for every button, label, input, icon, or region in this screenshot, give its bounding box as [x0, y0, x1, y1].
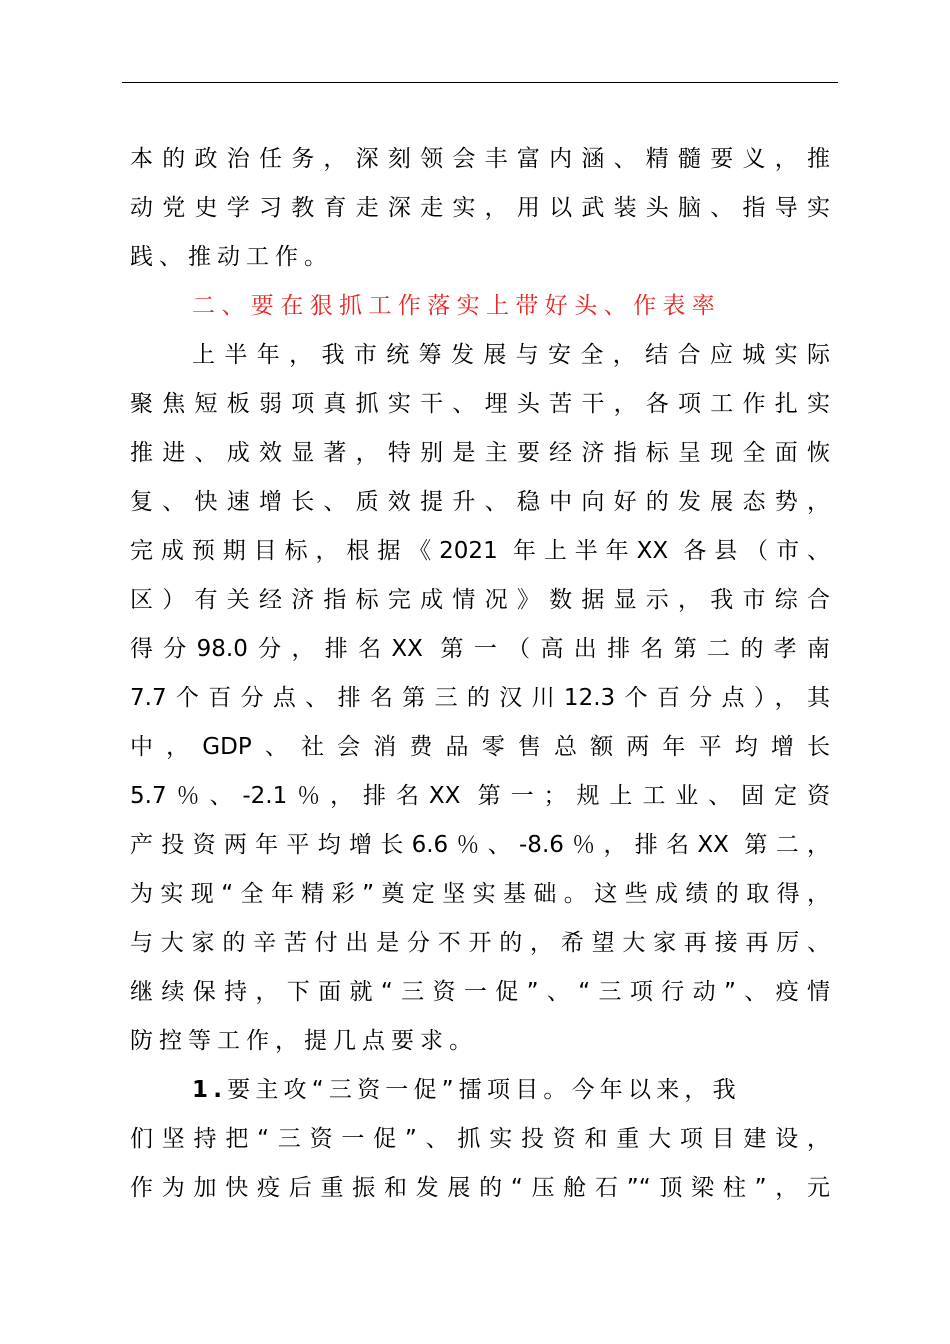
text-line: 践、推动工作。: [130, 244, 333, 270]
item-number: 1.: [192, 1077, 228, 1103]
text-line: 复、快速增长、质效提升、稳中向好的发展态势，: [130, 489, 830, 515]
text-line: 作为加快疫后重振和发展的“压舱石”“顶梁柱”，元: [130, 1175, 830, 1201]
text-line: 们坚持把“三资一促”、抓实投资和重大项目建设，: [130, 1126, 830, 1152]
text-line: 区）有关经济指标完成情况》数据显示，我市综合: [130, 587, 830, 613]
text-line: 继续保持，下面就“三资一促”、“三项行动”、疫情: [130, 979, 830, 1005]
text-line: 聚焦短板弱项真抓实干、埋头苦干，各项工作扎实: [130, 391, 830, 417]
text-line: 完成预期目标，根据《2021 年上半年XX 各县（市、: [130, 538, 830, 564]
section-heading: 二、要在狠抓工作落实上带好头、作表率: [192, 293, 722, 319]
text-line: 为实现“全年精彩”奠定坚实基础。这些成绩的取得，: [130, 881, 830, 907]
header-rule: [122, 82, 838, 83]
item-title: 要主攻“三资一促”: [227, 1077, 459, 1103]
text-line: 7.7个百分点、排名第三的汉川12.3个百分点），其: [130, 685, 830, 711]
text-line: 中，GDP、社会消费品零售总额两年平均增长: [130, 734, 830, 760]
text-line: 5.7％、-2.1％，排名XX 第一；规上工业、固定资: [130, 783, 830, 809]
text-line: [130, 1066, 830, 1115]
paragraph-1: [130, 135, 830, 282]
item-body: 擂项目。今年以来，我: [458, 1077, 741, 1103]
text-line: 防控等工作，提几点要求。: [130, 1028, 478, 1054]
text-line: 本的政治任务，深刻领会丰富内涵、精髓要义，推: [130, 146, 830, 172]
text-line: 与大家的辛苦付出是分不开的，希望大家再接再厉、: [130, 930, 830, 956]
text-line: 推进、成效显著，特别是主要经济指标呈现全面恢: [130, 440, 830, 466]
text-line: 上半年，我市统筹发展与安全，结合应城实际: [192, 342, 830, 368]
paragraph-2: [130, 331, 830, 1066]
text-line: 产投资两年平均增长6.6％、-8.6％，排名XX 第二，: [130, 832, 830, 858]
paragraph-3: [130, 1066, 830, 1213]
text-line: 得分98.0分，排名XX 第一（高出排名第二的孝南: [130, 636, 830, 662]
text-line: 动党史学习教育走深走实，用以武装头脑、指导实: [130, 195, 830, 221]
document-body: [130, 135, 830, 1213]
